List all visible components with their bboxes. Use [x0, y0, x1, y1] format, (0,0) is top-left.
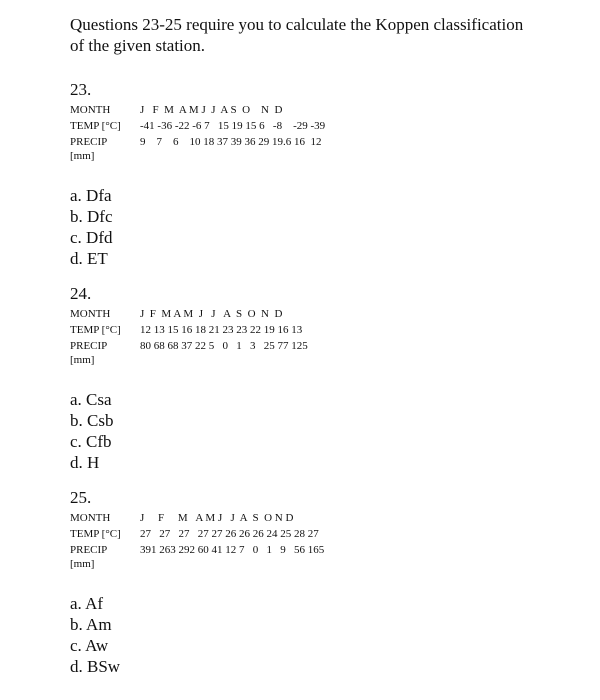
precip-row: [70, 542, 550, 558]
precip-row: [70, 338, 550, 354]
month-label: MONTH: [70, 308, 111, 320]
month-row: [70, 102, 550, 118]
temp-values: 27 27 27 27 27 26 26 26 24 25 28 27: [140, 528, 319, 540]
precip-unit: [mm]: [70, 558, 95, 570]
precip-label: PRECIP: [70, 544, 108, 556]
precip-label: PRECIP: [70, 340, 108, 352]
answer-option-c[interactable]: c. Cfb: [70, 432, 112, 451]
answer-option-b[interactable]: b. Csb: [70, 411, 114, 430]
answer-options: [70, 389, 550, 473]
answer-options: [70, 185, 550, 269]
precip-unit: [mm]: [70, 150, 95, 162]
temp-values: -41 -36 -22 -6 7 15 19 15 6 -8 -29 -39: [140, 120, 326, 132]
climate-data-table: [70, 306, 550, 367]
precip-row: [70, 134, 550, 150]
precip-values: 80 68 68 37 22 5 0 1 3 25 77 125: [140, 340, 308, 352]
climate-data-table: [70, 510, 550, 571]
answer-option-b[interactable]: b. Dfc: [70, 207, 113, 226]
question-number: 23.: [70, 80, 92, 99]
question-number: 24.: [70, 284, 92, 303]
precip-unit: [mm]: [70, 354, 95, 366]
answer-option-a[interactable]: a. Csa: [70, 390, 112, 409]
temp-values: 12 13 15 16 18 21 23 23 22 19 16 13: [140, 324, 303, 336]
answer-option-b[interactable]: b. Am: [70, 615, 112, 634]
question-23: [70, 80, 550, 269]
temp-row: [70, 118, 550, 134]
answer-option-d[interactable]: d. H: [70, 453, 100, 472]
answer-option-a[interactable]: a. Dfa: [70, 186, 112, 205]
answer-option-a[interactable]: a. Af: [70, 594, 104, 613]
answer-option-c[interactable]: c. Dfd: [70, 228, 113, 247]
temp-label: TEMP [°C]: [70, 324, 121, 336]
question-24: [70, 284, 550, 473]
answer-options: [70, 593, 550, 677]
temp-row: [70, 322, 550, 338]
temp-row: [70, 526, 550, 542]
climate-data-table: [70, 102, 550, 163]
precip-label: PRECIP: [70, 136, 108, 148]
month-values: J F M A M J J A S O N D: [140, 512, 294, 524]
temp-label: TEMP [°C]: [70, 120, 121, 132]
answer-option-c[interactable]: c. Aw: [70, 636, 109, 655]
month-row: [70, 306, 550, 322]
instructions-text: Questions 23-25 require you to calculate the Koppen classification of the given station.: [70, 15, 524, 55]
precip-values: 9 7 6 10 18 37 39 36 29 19.6 16 12: [140, 136, 322, 148]
month-label: MONTH: [70, 512, 111, 524]
temp-label: TEMP [°C]: [70, 528, 121, 540]
answer-option-d[interactable]: d. BSw: [70, 657, 121, 676]
month-values: J F M A M J J A S O N D: [140, 308, 283, 320]
question-number: 25.: [70, 488, 92, 507]
precip-values: 391 263 292 60 41 12 7 0 1 9 56 165: [140, 544, 325, 556]
month-values: J F M A M J J A S O N D: [140, 104, 283, 116]
question-25: [70, 488, 550, 677]
month-label: MONTH: [70, 104, 111, 116]
answer-option-d[interactable]: d. ET: [70, 249, 108, 268]
month-row: [70, 510, 550, 526]
